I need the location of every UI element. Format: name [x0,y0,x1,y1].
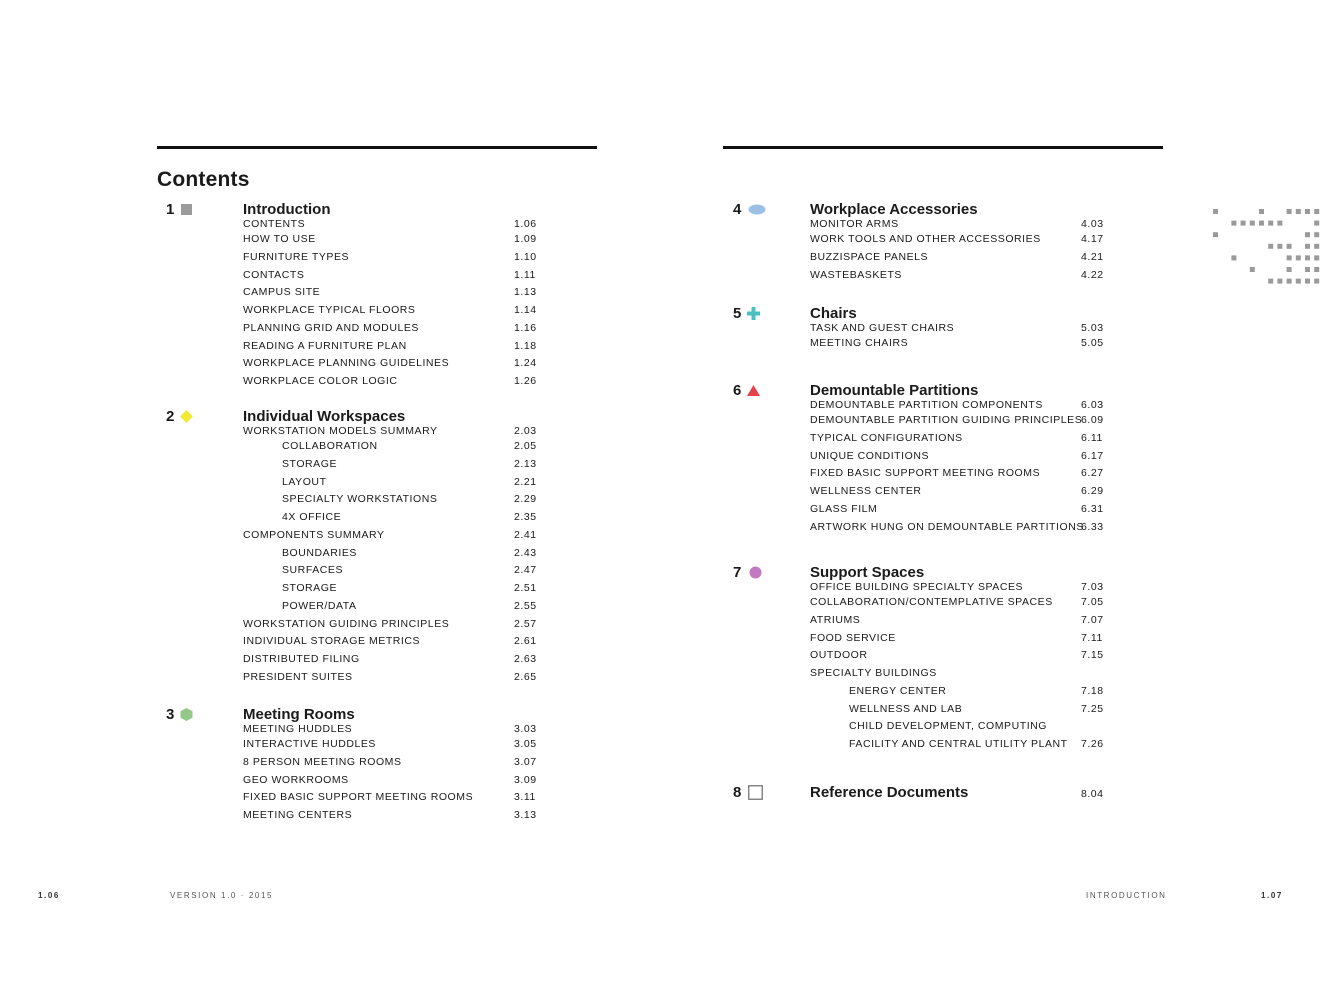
blue-ellipse-icon [748,203,766,216]
entry-page-number: 7.05 [1081,596,1104,608]
entry-page-number: 1.11 [514,268,536,281]
entry-page-number: 7.03 [1081,581,1104,593]
entry-page-number: 6.31 [1081,502,1104,515]
entry-page-number: 2.21 [514,475,537,488]
entry-page-number: 1.13 [514,286,537,299]
entry-page-number: 7.25 [1081,702,1104,715]
entry-page-number: 7.18 [1081,684,1104,697]
entry-label: PRESIDENT SUITES [243,670,353,683]
entry-page-number: 2.03 [514,425,537,437]
section-title[interactable]: Workplace Accessories [810,201,978,218]
entry-label: BUZZISPACE PANELS [810,250,929,263]
entry-page-number: 2.51 [514,582,537,594]
entry-label: GLASS FILM [810,502,878,515]
entry-page-number: 7.26 [1081,738,1104,750]
entry-label: SURFACES [282,564,343,577]
dot-pattern-icon [1213,209,1320,299]
entry-page-number: 2.55 [514,599,537,612]
entry-page-number: 6.03 [1081,399,1104,411]
entry-page-number: 1.10 [514,250,537,263]
entry-page-number: 2.35 [514,511,537,523]
entry-label: SPECIALTY BUILDINGS [810,667,937,679]
right-top-rule [723,146,1163,149]
section-number: 4 [733,201,742,218]
entry-label: STORAGE [282,457,338,470]
section-workplace-accessories [733,201,1104,284]
entry-page-number: 1.16 [514,321,537,334]
red-triangle-icon [747,384,760,397]
entry-page-number: 5.03 [1081,322,1104,334]
entry-page-number: 2.05 [514,440,537,452]
entry-label: ATRIUMS [810,613,861,626]
section-header [166,408,406,425]
gray-square-icon [180,203,193,216]
entry-page-number: 6.09 [1081,414,1104,426]
section-individual-workspaces [166,408,537,687]
entry-label: WORK TOOLS AND OTHER ACCESSORIES [810,233,1041,245]
section-number: 7 [733,564,742,581]
entry-label: 4X OFFICE [282,511,342,523]
entry-label: FIXED BASIC SUPPORT MEETING ROOMS [243,791,474,804]
entry-label: WASTEBASKETS [810,268,902,281]
entry-label: PLANNING GRID AND MODULES [243,321,419,334]
entry-label: READING A FURNITURE PLAN [243,339,407,352]
section-title[interactable]: Introduction [243,201,331,218]
section-number: 3 [166,706,175,723]
section-title[interactable]: Meeting Rooms [243,706,355,723]
version-label: VERSION 1.0 · 2015 [170,891,274,900]
entry-label: WORKSTATION GUIDING PRINCIPLES [243,617,450,630]
entry-label: WORKSTATION MODELS SUMMARY [243,425,438,437]
entry-label: UNIQUE CONDITIONS [810,449,930,462]
entry-page-number: 6.33 [1081,520,1104,533]
section-title[interactable]: Individual Workspaces [243,408,406,425]
section-number: 5 [733,305,742,322]
entry-label: DISTRIBUTED FILING [243,653,360,665]
entry-page-number: 8.04 [1081,788,1104,800]
entry-page-number: 4.03 [1081,218,1104,230]
entry-label: CAMPUS SITE [243,286,321,299]
entry-page-number: 4.22 [1081,268,1104,281]
entry-label: GEO WORKROOMS [243,773,349,786]
left-page-number: 1.06 [38,891,60,900]
section-entries [166,425,537,687]
entry-page-number: 6.29 [1081,485,1104,497]
entry-page-number: 2.47 [514,564,537,577]
entry-label: DEMOUNTABLE PARTITION COMPONENTS [810,399,1043,411]
entry-label: CONTACTS [243,268,305,281]
entry-page-number: 1.18 [514,339,537,352]
entry-page-number: 2.63 [514,653,537,665]
purple-circle-icon [749,566,762,579]
entry-page-number: 4.21 [1081,250,1104,263]
section-chairs [733,305,1104,353]
entry-page-number: 7.15 [1081,649,1104,662]
section-number: 8 [733,784,742,801]
entry-label: BOUNDARIES [282,546,357,559]
section-entries [733,581,1104,754]
section-entries [166,218,537,391]
entry-label: POWER/DATA [282,599,357,612]
section-entries [733,218,1104,284]
entry-label: LAYOUT [282,475,327,488]
teal-cross-icon [747,307,760,320]
entry-page-number: 6.11 [1081,431,1103,444]
entry-page-number: 1.26 [514,375,537,387]
entry-label: WORKPLACE TYPICAL FLOORS [243,304,416,316]
entry-page-number: 3.05 [514,738,537,750]
section-meeting-rooms [166,706,537,825]
entry-page-number: 7.07 [1081,613,1104,626]
entry-label: ARTWORK HUNG ON DEMOUNTABLE PARTITIONS [810,520,1084,533]
entry-label: MEETING CENTERS [243,809,353,821]
section-header [733,305,857,322]
entry-page-number: 2.41 [514,528,537,541]
right-page-number: 1.07 [1261,891,1283,900]
section-demountable-partitions [733,382,1104,536]
section-footer-label: INTRODUCTION [1086,891,1167,900]
entry-page-number: 6.27 [1081,467,1104,480]
entry-label: CONTENTS [243,218,306,230]
entry-label: SPECIALTY WORKSTATIONS [282,493,438,506]
entry-label: FACILITY AND CENTRAL UTILITY PLANT [849,738,1068,750]
entry-label: FURNITURE TYPES [243,250,350,263]
entry-label: WELLNESS AND LAB [849,702,963,715]
section-title[interactable]: Support Spaces [810,564,925,581]
entry-page-number: 2.61 [514,635,537,648]
entry-label: TASK AND GUEST CHAIRS [810,322,955,334]
section-entries [733,322,1104,353]
entry-page-number: 3.03 [514,723,537,735]
entry-label: COLLABORATION [282,440,378,452]
entry-page-number: 1.06 [514,218,537,230]
yellow-diamond-icon [180,410,193,423]
entry-page-number: 1.14 [514,304,537,316]
entry-label: STORAGE [282,582,338,594]
section-header [166,201,331,218]
section-header [166,706,355,723]
entry-page-number: 2.13 [514,457,537,470]
entry-label: FOOD SERVICE [810,631,896,644]
entry-page-number: 3.11 [514,791,536,804]
entry-label: TYPICAL CONFIGURATIONS [810,431,963,444]
entry-label: WORKPLACE COLOR LOGIC [243,375,398,387]
entry-page-number: 4.17 [1081,233,1104,245]
left-top-rule [157,146,597,149]
entry-label: ENERGY CENTER [849,684,947,697]
entry-label: OFFICE BUILDING SPECIALTY SPACES [810,581,1024,593]
entry-page-number: 2.57 [514,617,537,630]
entry-label: CHILD DEVELOPMENT, COMPUTING [849,720,1048,733]
section-number: 1 [166,201,175,218]
entry-page-number: 3.07 [514,755,537,768]
entry-page-number: 2.29 [514,493,537,506]
entry-label: MEETING HUDDLES [243,723,353,735]
entry-label: 8 PERSON MEETING ROOMS [243,755,402,768]
section-support-spaces [733,564,1104,754]
entry-label: INDIVIDUAL STORAGE METRICS [243,635,421,648]
entry-page-number: 1.09 [514,233,537,245]
entry-label: WORKPLACE PLANNING GUIDELINES [243,357,450,370]
section-number: 2 [166,408,175,425]
entry-page-number: 1.24 [514,357,537,370]
page-title: Contents [157,168,250,191]
entry-page-number: 7.11 [1081,631,1103,644]
entry-label: INTERACTIVE HUDDLES [243,738,376,750]
entry-label: MONITOR ARMS [810,218,899,230]
section-title[interactable]: Demountable Partitions [810,382,979,399]
section-entries [166,723,537,825]
outline-square-icon [748,785,763,800]
entry-label: OUTDOOR [810,649,868,662]
entry-page-number: 2.43 [514,546,537,559]
section-number: 6 [733,382,742,399]
section-header [733,382,979,399]
entry-label: COLLABORATION/CONTEMPLATIVE SPACES [810,596,1053,608]
entry-page-number: 5.05 [1081,337,1104,349]
section-entries [733,399,1104,536]
entry-label: FIXED BASIC SUPPORT MEETING ROOMS [810,467,1041,480]
section-header [733,564,925,581]
entry-label: COMPONENTS SUMMARY [243,528,385,541]
section-header [733,201,978,218]
entry-label: MEETING CHAIRS [810,337,909,349]
entry-page-number: 3.09 [514,773,537,786]
entry-page-number: 3.13 [514,809,537,821]
entry-label: WELLNESS CENTER [810,485,922,497]
section-title[interactable]: Chairs [810,305,857,322]
section-introduction [166,201,537,391]
entry-page-number: 2.65 [514,670,537,683]
green-hexagon-icon [180,708,193,721]
section-title[interactable]: Reference Documents [810,784,969,801]
entry-page-number: 6.17 [1081,449,1104,462]
entry-label: DEMOUNTABLE PARTITION GUIDING PRINCIPLES [810,414,1083,426]
entry-label: HOW TO USE [243,233,316,245]
